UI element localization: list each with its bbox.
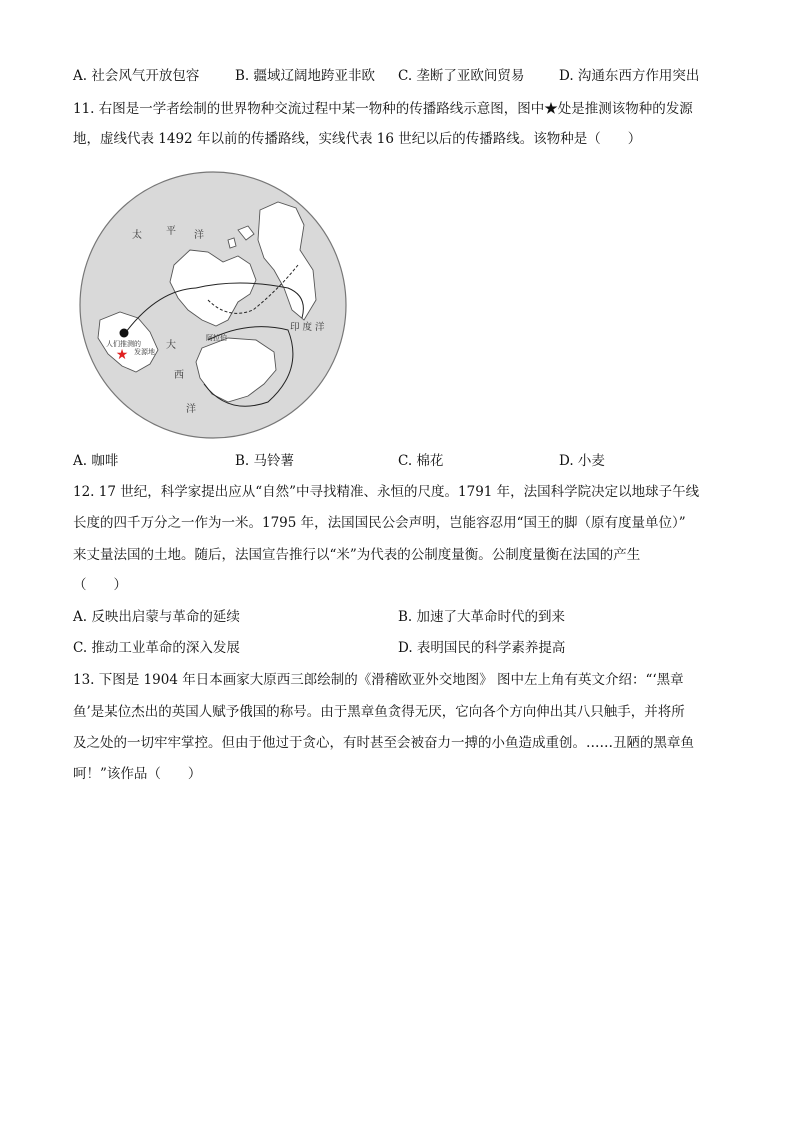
q13-stem-line-2: 鱼’是某位杰出的英国人赋予俄国的称号。由于黑章鱼贪得无厌，它向各个方向伸出其八只触手，并将所 (73, 704, 685, 720)
species-spread-map (78, 170, 348, 440)
q12-stem-line-2: 长度的四千万分之一作为一米。1795 年，法国国民公会声明，岂能容忍用“国王的脚（原有度量单位）” (73, 515, 686, 531)
q10-option-d[interactable]: D. 沟通东西方作用突出 (559, 68, 700, 84)
label-pacific-3: 洋 (194, 230, 204, 241)
island-2 (228, 238, 236, 248)
q11-options (73, 451, 723, 471)
q12-option-c[interactable]: C. 推动工业革命的深入发展 (73, 640, 240, 656)
q10-option-b[interactable]: B. 疆域辽阔地跨亚非欧 (235, 68, 376, 84)
q12-option-b[interactable]: B. 加速了大革命时代的到来 (398, 609, 566, 625)
label-origin-2: 发源地 (134, 348, 155, 356)
origin-dot (120, 329, 129, 338)
label-atlantic-1: 大 (166, 340, 176, 351)
label-atlantic-3: 洋 (186, 404, 196, 415)
label-atlantic-2: 西 (174, 370, 184, 381)
q10-option-c[interactable]: C. 垄断了亚欧间贸易 (398, 68, 525, 84)
q10-options (73, 66, 723, 86)
label-indian-ocean: 印 度 洋 (290, 322, 325, 333)
q13-stem-line-3: 及之处的一切牢牢掌控。但由于他过于贪心，有时甚至会被奋力一搏的小鱼造成重创。……丑陋的黑章鱼 (73, 735, 694, 751)
q11-stem-line-1: 11. 右图是一学者绘制的世界物种交流过程中某一物种的传播路线示意图，图中★处是推测该物种的发源 (73, 101, 693, 117)
q11-option-a[interactable]: A. 咖啡 (73, 453, 119, 469)
q11-stem-line-2: 地，虚线代表 1492 年以前的传播路线，实线代表 16 世纪以后的传播路线。该物种是（ ） (73, 131, 642, 147)
q11-option-b[interactable]: B. 马铃薯 (235, 453, 295, 469)
q11-option-c[interactable]: C. 棉花 (398, 453, 444, 469)
label-pacific-1: 太 (132, 230, 142, 241)
q12-stem-line-4: （ ） (73, 577, 127, 593)
q13-stem-line-1: 13. 下图是 1904 年日本画家大原西三郎绘制的《滑稽欧亚外交地图》 图中左上角有英文介绍：“‘黑章 (73, 672, 684, 688)
label-arabia: 阿拉伯 (206, 334, 227, 342)
q12-option-d[interactable]: D. 表明国民的科学素养提高 (398, 640, 566, 656)
map-figure (78, 170, 348, 440)
q13-stem-line-4: 呵！”该作品（ ） (73, 766, 202, 782)
label-pacific-2: 平 (166, 226, 176, 237)
q10-option-a[interactable]: A. 社会风气开放包容 (73, 68, 200, 84)
q12-options-row-2 (73, 638, 723, 658)
q12-option-a[interactable]: A. 反映出启蒙与革命的延续 (73, 609, 240, 625)
q12-stem-line-3: 来丈量法国的土地。随后，法国宣告推行以“米”为代表的公制度量衡。公制度量衡在法国的产生 (73, 547, 641, 563)
label-origin-1: 人们推测的 (106, 340, 141, 348)
q12-options-row-1 (73, 607, 723, 627)
origin-star-icon: ★ (115, 347, 129, 363)
q12-stem-line-1: 12. 17 世纪，科学家提出应从“自然”中寻找精准、永恒的尺度。1791 年，法国科学院决定以地球子午线 (73, 484, 700, 500)
q11-option-d[interactable]: D. 小麦 (559, 453, 605, 469)
